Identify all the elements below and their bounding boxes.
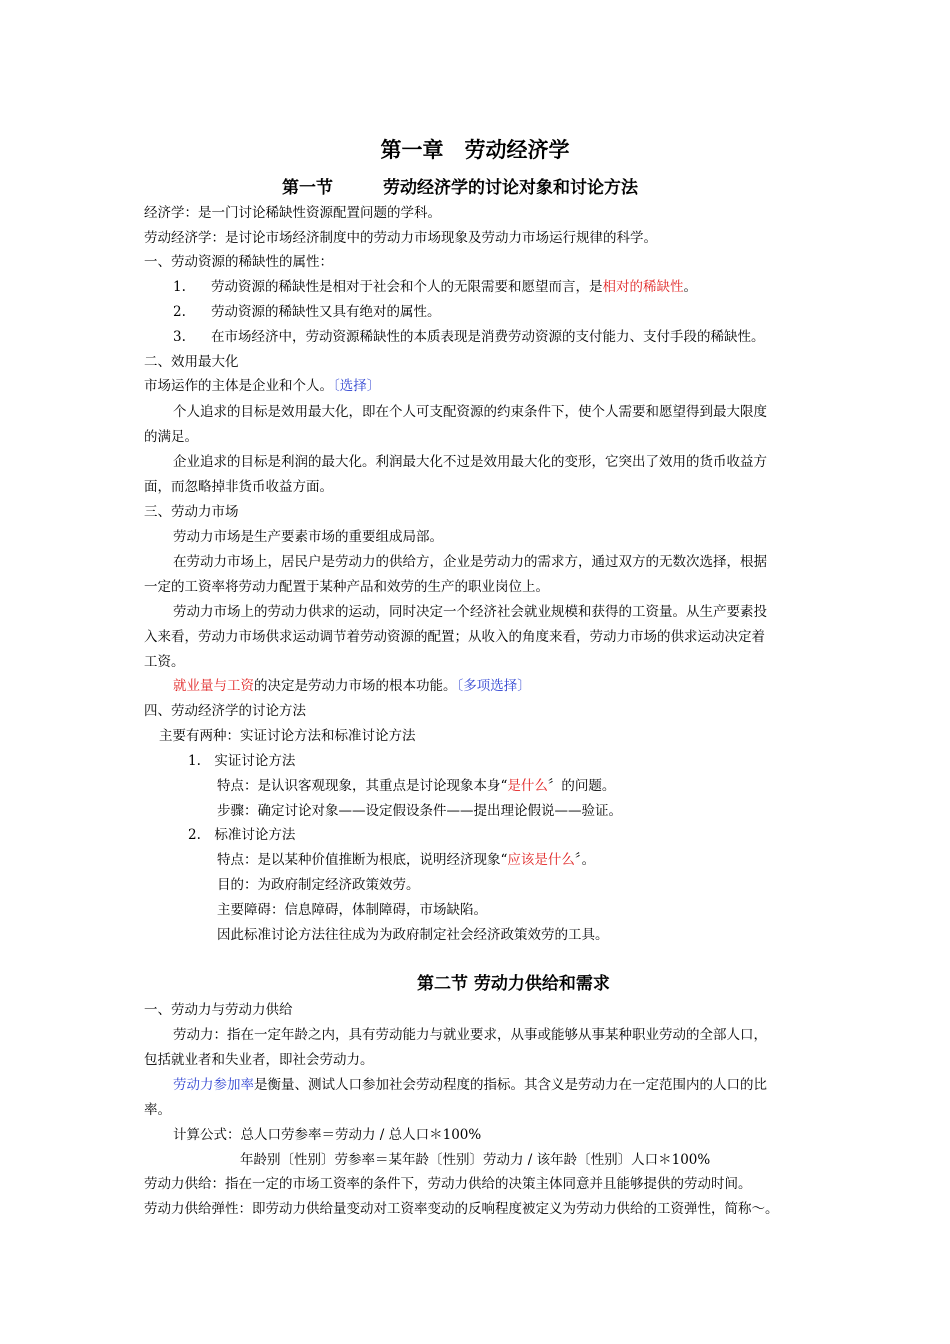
individual-goal-line1: 个人追求的目标是效用最大化，即在个人可支配资源的约束条件下，使个人需要和愿望得到最大限度 [173, 404, 767, 420]
section2-title: 第二节 劳动力供给和需求 [417, 974, 610, 994]
heading-labor-market: 三、劳动力市场 [144, 504, 239, 520]
chapter-title: 第一章 劳动经济学 [380, 138, 570, 162]
scarcity-item3: 在市场经济中，劳动资源稀缺性的本质表现是消费劳动资源的支付能力、支付手段的稀缺性。 [211, 329, 765, 345]
labor-market-p2-line2: 一定的工资率将劳动力配置于某种产品和效劳的生产的职业岗位上。 [144, 579, 549, 595]
labor-market-p3-line1: 劳动力市场上的劳动力供求的运动，同时决定一个经济社会就业规模和获得的工资量。从生产要素投 [173, 604, 767, 620]
scarcity-item3-number: 3. [173, 329, 186, 345]
labor-market-p1: 劳动力市场是生产要素市场的重要组成局部。 [173, 529, 443, 545]
scarcity-item2: 劳动资源的稀缺性又具有绝对的属性。 [211, 304, 441, 320]
labor-supply-def: 劳动力供给：指在一定的市场工资率的条件下，劳动力供给的决策主体同意并且能够提供的劳动时间。 [144, 1176, 752, 1192]
tag-multiple-choice: 〔多项选择〕 [456, 678, 531, 694]
highlight-employment-wage: 就业量与工资 [173, 678, 254, 694]
highlight-participation-rate: 劳动力参加率 [173, 1077, 254, 1093]
highlight-relative-scarcity: 相对的稀缺性 [602, 279, 684, 295]
scarcity-item1-number: 1. [173, 279, 186, 295]
firm-goal-line2: 面，而忽略掉非货币收益方面。 [144, 479, 333, 495]
formula-age-sex: 年龄别〔性别〕劳参率＝某年龄〔性别〕劳动力 / 该年龄〔性别〕人口＊100% [240, 1152, 711, 1168]
method2-title: 2. 标准讨论方法 [188, 827, 296, 843]
labor-def-line1: 劳动力：指在一定年龄之内，具有劳动能力与就业要求，从事或能够从事某种职业劳动的全部人口， [173, 1027, 767, 1043]
method2-obstacles: 主要障碍：信息障碍，体制障碍，市场缺陷。 [217, 902, 487, 918]
lfpr-line1: 劳动力参加率是衡量、测试人口参加社会劳动程度的指标。其含义是劳动力在一定范围内的人口的比 [173, 1077, 767, 1093]
market-subjects: 市场运作的主体是企业和个人。〔选择〕 [144, 378, 381, 394]
tag-choice: 〔选择〕 [333, 378, 381, 394]
def-economics: 经济学：是一门讨论稀缺性资源配置问题的学科。 [144, 205, 441, 221]
individual-goal-line2: 的满足。 [144, 429, 198, 445]
method1-title: 1. 实证讨论方法 [188, 753, 296, 769]
labor-def-line2: 包括就业者和失业者，即社会劳动力。 [144, 1052, 374, 1068]
scarcity-item1: 劳动资源的稀缺性是相对于社会和个人的无限需要和愿望而言，是相对的稀缺性。 [211, 279, 697, 295]
method2-feature: 特点：是以某种价值推断为根底，说明经济现象“应该是什么〞。 [217, 852, 596, 868]
section1-title: 劳动经济学的讨论对象和讨论方法 [383, 178, 638, 198]
heading-utility: 二、效用最大化 [144, 354, 239, 370]
highlight-what-is: 是什么 [507, 778, 548, 794]
heading-scarcity: 一、劳动资源的稀缺性的属性： [144, 254, 333, 270]
labor-market-p4: 就业量与工资的决定是劳动力市场的根本功能。〔多项选择〕 [173, 678, 531, 694]
labor-market-p3-line2: 入来看，劳动力市场供求运动调节着劳动资源的配置；从收入的角度来看，劳动力市场的供求运动决定着 [144, 629, 765, 645]
def-labor-economics: 劳动经济学：是讨论市场经济制度中的劳动力市场现象及劳动力市场运行规律的科学。 [144, 230, 657, 246]
scarcity-item2-number: 2. [173, 304, 186, 320]
method1-feature: 特点：是认识客观现象，其重点是讨论现象本身“是什么〞的问题。 [217, 778, 616, 794]
formula-total: 计算公式：总人口劳参率＝劳动力 / 总人口＊100% [173, 1127, 482, 1143]
labor-market-p3-line3: 工资。 [144, 654, 185, 670]
method2-conclusion: 因此标准讨论方法往往成为为政府制定社会经济政策效劳的工具。 [217, 927, 609, 943]
section1-number: 第一节 [282, 178, 333, 198]
firm-goal-line1: 企业追求的目标是利润的最大化。利润最大化不过是效用最大化的变形，它突出了效用的货币收益方 [173, 454, 767, 470]
lfpr-line2: 率。 [144, 1102, 171, 1118]
methods-intro: 主要有两种：实证讨论方法和标准讨论方法 [159, 728, 416, 744]
method1-steps: 步骤：确定讨论对象——设定假设条件——提出理论假说——验证。 [217, 803, 622, 819]
labor-supply-elasticity-def: 劳动力供给弹性：即劳动力供给量变动对工资率变动的反响程度被定义为劳动力供给的工资弹性，简称～。 [144, 1201, 779, 1217]
method2-purpose: 目的：为政府制定经济政策效劳。 [217, 877, 420, 893]
heading-methods: 四、劳动经济学的讨论方法 [144, 703, 306, 719]
heading-labor-supply: 一、劳动力与劳动力供给 [144, 1002, 293, 1018]
highlight-what-should-be: 应该是什么 [507, 852, 575, 868]
labor-market-p2-line1: 在劳动力市场上，居民户是劳动力的供给方，企业是劳动力的需求方，通过双方的无数次选择，根据 [173, 554, 767, 570]
